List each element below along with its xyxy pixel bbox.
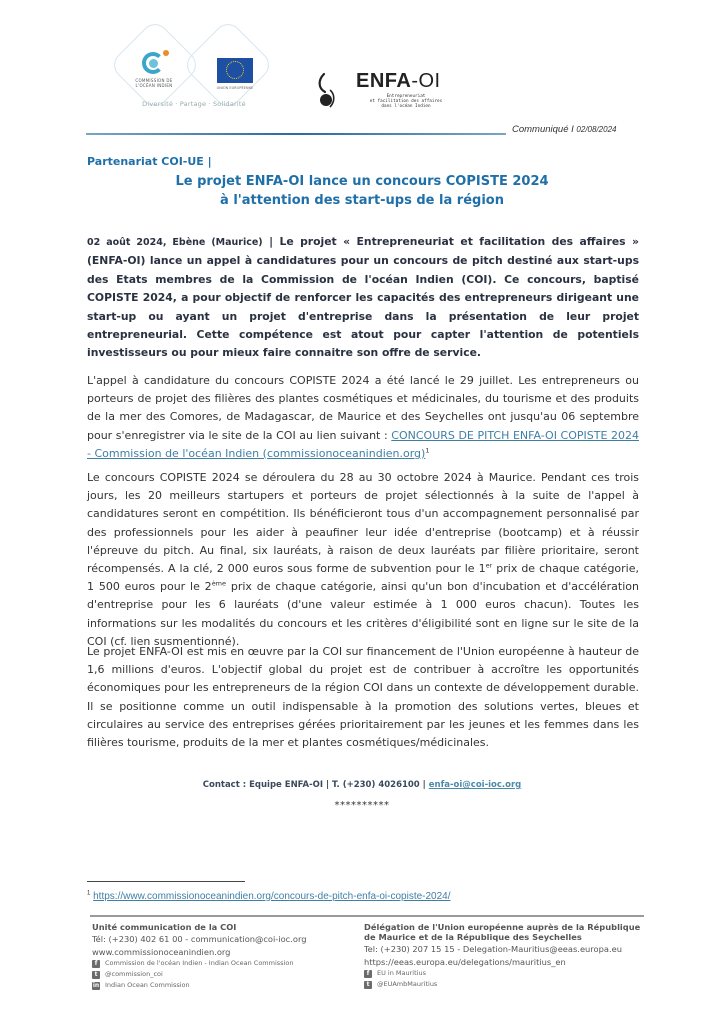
enfa-subtitle-line3: dans l'océan Indien	[381, 104, 431, 110]
linkedin-icon: in	[92, 981, 100, 989]
footer-divider	[90, 915, 644, 917]
footer-eu-contact	[364, 922, 654, 990]
communique-text: Communiqué I	[512, 124, 577, 135]
footer-social-linkedin[interactable]	[92, 980, 347, 991]
paragraph-text: Le concours COPISTE 2024 se déroulera du 28 au 30 octobre 2024 à Maurice. Pendant ces trois jours, les 20 meilleurs startupers et porteurs de projet sélectionnés à la suite de l'appel à candidatures seront en compétition. Ils bénéficieront tous d'un accompagnement personnalisé par des professionnels pour les aider à peaufiner leur idée d'entreprise (bootcamp) et à réussir l'épreuve du pitch. Au final, six lauréats, à raison de deux lauréats par filière prioritaire, seront récompensés. A la clé, 2 000 euros sous forme de subvention pour le 1	[87, 471, 639, 576]
footnote-url-link[interactable]: https://www.commissionoceanindien.org/concours-de-pitch-enfa-oi-copiste-2024/	[93, 891, 451, 902]
enfa-title-thin: -OI	[411, 70, 441, 92]
enfa-title	[356, 70, 441, 93]
social-label: Indian Ocean Commission	[105, 981, 190, 989]
facebook-icon: f	[92, 960, 100, 968]
title-line2: à l'attention des start-ups de la région	[220, 193, 504, 208]
contest-link[interactable]: CONCOURS DE PITCH ENFA-OI COPISTE 2024 - Commission de l'océan Indien (commissionoceanindien.org)	[87, 428, 639, 460]
coi-eu-logo	[100, 26, 280, 116]
social-label: @commission_coi	[105, 970, 163, 978]
eu-caption: UNION EUROPÉENNE	[216, 86, 254, 90]
footer-eu-heading-line1: Délégation de l'Union européenne auprès de la République	[364, 922, 641, 932]
paragraph-project: Le projet ENFA-OI est mis en œuvre par la COI sur financement de l'Union européenne à hauteur de 1,6 millions d'euros. L'objectif global du projet est de contribuer à accroître les opportunités économiques pour les entrepreneurs de la région COI dans un contexte de développement durable. Il se positionne comme un outil indispensable à la promotion des solutions vertes, bleues et circulaires au service des entreprises gérées prioritairement par les jeunes et les femmes dans les filières tourisme, produits de la mer et plantes cosmétiques/médicinales.	[87, 645, 639, 750]
partnership-label: Partenariat COI-UE |	[87, 155, 212, 168]
footer-eu-website[interactable]: https://eeas.europa.eu/delegations/mauritius_en	[364, 957, 566, 967]
contact-email-link[interactable]: enfa-oi@coi-ioc.org	[428, 780, 522, 790]
ordinal-superscript: er	[485, 561, 493, 570]
footer-social-twitter[interactable]	[364, 979, 654, 990]
footnote-divider	[87, 881, 245, 882]
social-label: @EUAmbMauritius	[377, 980, 438, 988]
social-label: Commission de l'océan Indien - Indian Ocean Commission	[105, 959, 294, 967]
twitter-icon: t	[92, 971, 100, 979]
social-label: EU in Mauritius	[377, 969, 426, 977]
paragraph-text: L'appel à candidature du concours COPISTE 2024 a été lancé le 29 juillet. Les entrepreneurs ou porteurs de projet des filières des plantes cosmétiques et médicinales, du tourisme et des produits de la mer des Comores, de Madagascar, de Maurice et des Seychelles ont jusqu'au 06 septembre pour s'enregistrer via le site de la COI au lien suivant :	[87, 374, 639, 442]
footer-social-twitter[interactable]	[92, 969, 347, 980]
footer-coi-website[interactable]: www.commissionoceanindien.org	[92, 947, 231, 957]
page-title	[86, 172, 638, 210]
header-divider	[86, 133, 506, 135]
coi-logo-dot-icon	[163, 50, 169, 56]
footnote	[87, 891, 451, 902]
coi-logo-inner-icon	[149, 59, 158, 68]
enfa-title-bold: ENFA	[356, 70, 412, 92]
lead-paragraph	[87, 233, 639, 363]
footer-eu-heading-line2: de Maurice et de la République des Seychelles	[364, 932, 582, 942]
enfa-subtitle-line1: Entrepreneuriat	[386, 94, 426, 99]
paragraph-text: prix de chaque catégorie, ainsi qu'un bon d'incubation et d'accélération d'entreprise pour les 6 lauréats (d'une valeur estimée à 1 000 euros chacun). Toutes les informations sur les modalités du concours et les critères d'éligibilité sont en ligne sur le site de la COI (cf. lien susmentionné).	[87, 580, 639, 648]
contact-text: Contact : Equipe ENFA-OI | T. (+230) 4026100 |	[202, 780, 429, 790]
coi-name-line2: L'OCÉAN INDIEN	[135, 83, 173, 88]
coi-name-line1: COMMISSION DE	[135, 78, 173, 83]
enfa-subtitle-line2: et facilitation des affaires	[369, 99, 443, 105]
footer-eu-phone: Tel: (+230) 207 15 15 - Delegation-Mauritius@eeas.europa.eu	[364, 944, 622, 954]
lead-text: | Le projet « Entrepreneuriat et facilitation des affaires » (ENFA-OI) lance un appel à candidatures pour un concours de pitch destiné aux start-ups des Etats membres de la Commission de l'océan Indien (COI). Ce concours, baptisé COPISTE 2024, a pour objectif de renforcer les capacités des entrepreneurs dirigeant une start-up ou ayant un projet d'entreprise dans la présentation de leur projet entrepreneurial. Cette compétence est atout pour capter l'attention de potentiels investisseurs ou pour mieux faire connaitre son offre de service.	[87, 235, 639, 360]
eu-flag-icon	[217, 58, 253, 83]
facebook-icon: f	[364, 970, 372, 978]
communique-label	[512, 124, 616, 135]
paragraph-contest-details	[87, 469, 639, 651]
logo-tagline: Diversité · Partage · Solidarité	[142, 100, 246, 108]
paragraph-text: prix de chaque catégorie, 1 500 euros pour le 2	[87, 562, 639, 594]
twitter-icon: t	[364, 981, 372, 989]
footnote-number: 1	[87, 890, 91, 897]
contact-line	[86, 780, 638, 790]
footer-social-facebook[interactable]	[364, 968, 654, 979]
communique-date: 02/08/2024	[576, 125, 617, 134]
ordinal-superscript: ème	[211, 579, 227, 588]
footer-coi-phone: Tél: (+230) 402 61 00 - communication@coi-ioc.org	[92, 934, 307, 944]
footnote-ref[interactable]: 1	[425, 446, 430, 455]
coi-name	[126, 78, 182, 88]
footer-coi-contact	[92, 922, 347, 991]
title-line1: Le projet ENFA-OI lance un concours COPISTE 2024	[175, 174, 549, 189]
footer-social-facebook[interactable]	[92, 958, 347, 969]
dateline: 02 août 2024, Ebène (Maurice)	[87, 237, 263, 248]
separator-stars: **********	[334, 800, 390, 811]
eu-stars-icon	[226, 61, 244, 79]
enfa-oi-logo	[312, 70, 512, 116]
paragraph-application	[87, 372, 639, 463]
footer-coi-heading: Unité communication de la COI	[92, 922, 237, 932]
enfa-subtitle	[352, 94, 460, 110]
enfa-mark-icon	[316, 72, 336, 110]
